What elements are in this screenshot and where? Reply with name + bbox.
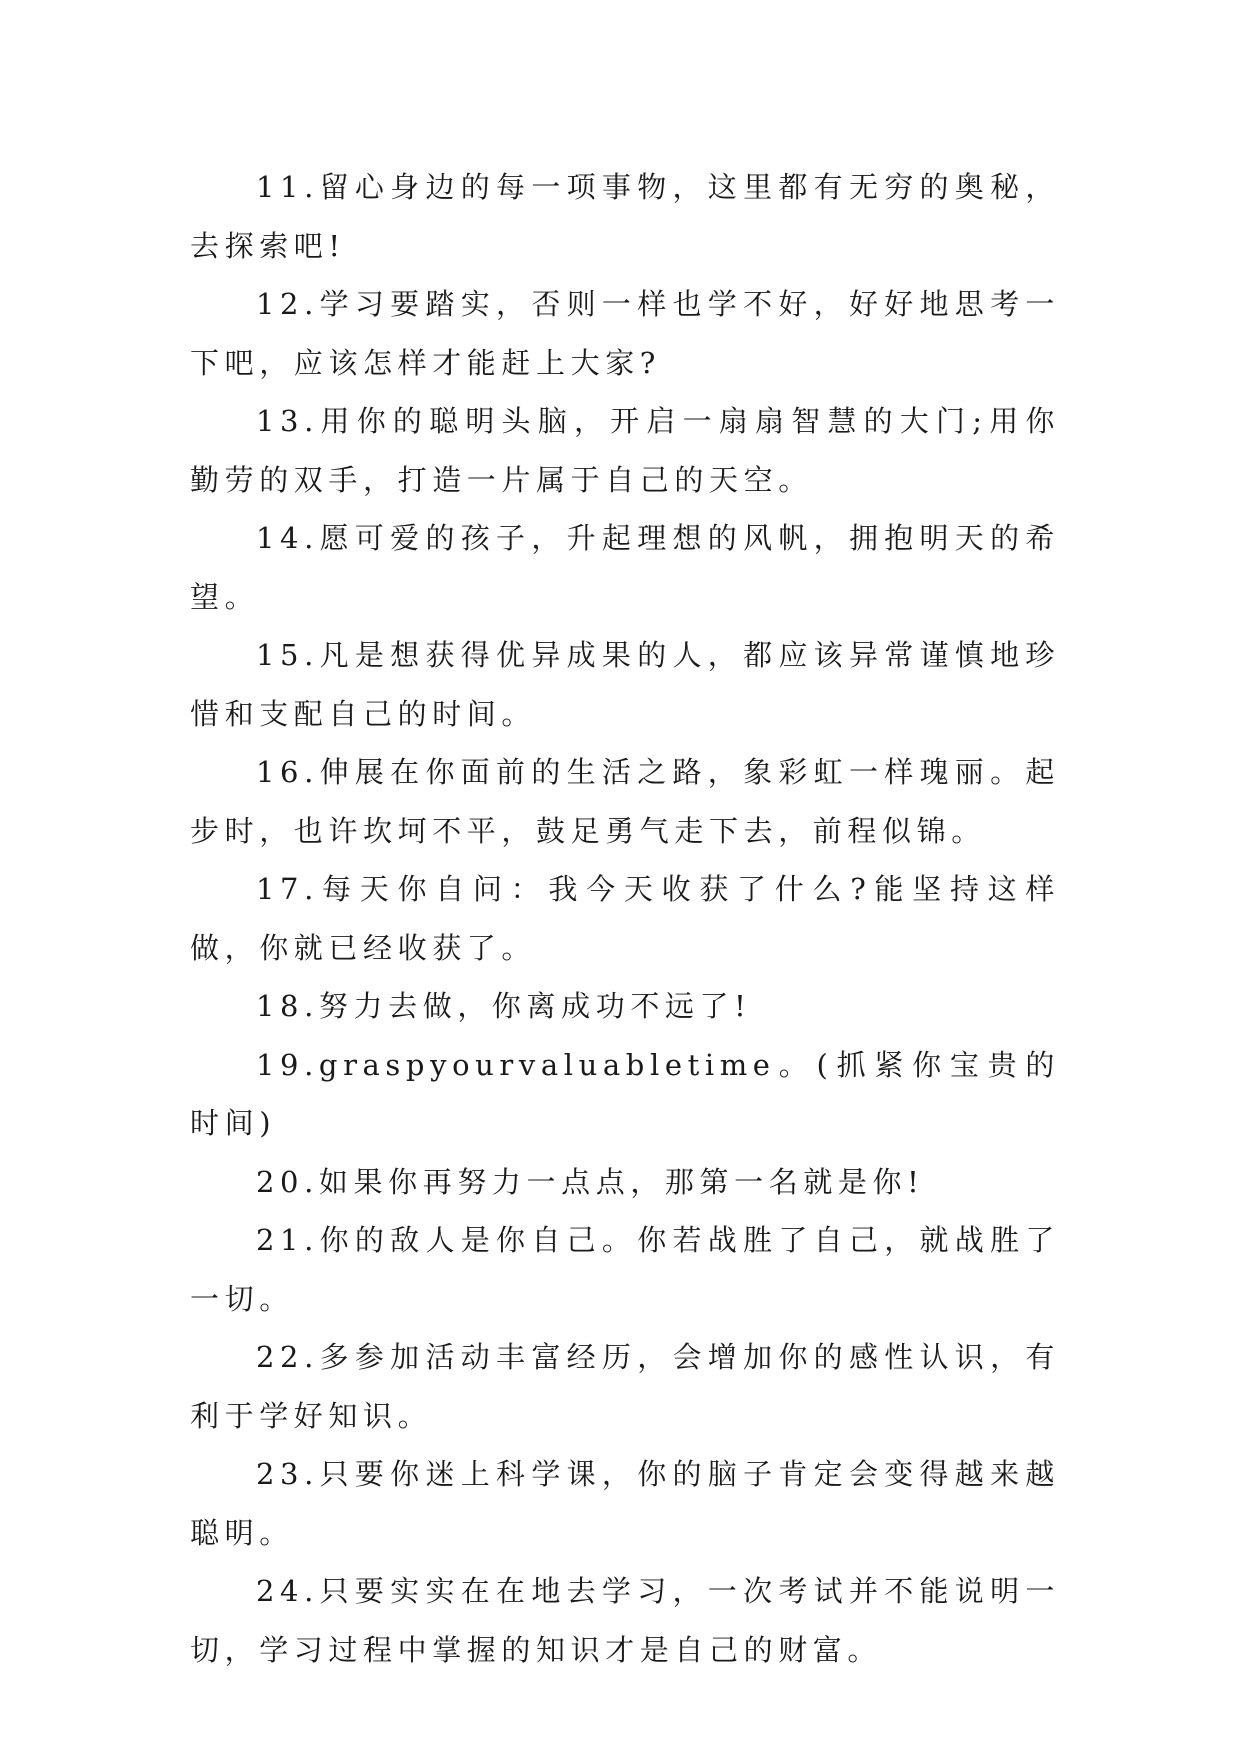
paragraph-22: 22.多参加活动丰富经历，会增加你的感性认识，有利于学好知识。 (190, 1340, 1060, 1433)
paragraph-18: 18.努力去做，你离成功不远了! (256, 989, 752, 1023)
paragraph-24: 24.只要实实在在地去学习，一次考试并不能说明一切，学习过程中掌握的知识才是自己的财富。 (190, 1574, 1060, 1667)
paragraph-17: 17.每天你自问：我今天收获了什么?能坚持这样做，你就已经收获了。 (190, 872, 1060, 965)
paragraph-11: 11.留心身边的每一项事物，这里都有无穷的奥秘，去探索吧! (190, 170, 1060, 263)
paragraph-15: 15.凡是想获得优异成果的人，都应该异常谨慎地珍惜和支配自己的时间。 (190, 638, 1060, 731)
paragraph-19: 19.graspyourvaluabletime。(抓紧你宝贵的时间) (190, 1047, 1060, 1140)
paragraph-16: 16.伸展在你面前的生活之路，象彩虹一样瑰丽。起步时，也许坎坷不平，鼓足勇气走下去，前程似锦。 (190, 755, 1060, 848)
paragraph-20: 20.如果你再努力一点点，那第一名就是你! (256, 1164, 925, 1199)
document-body (190, 158, 1060, 1679)
paragraph-13: 13.用你的聪明头脑，开启一扇扇智慧的大门;用你勤劳的双手，打造一片属于自己的天空。 (190, 404, 1060, 497)
paragraph-14: 14.愿可爱的孩子，升起理想的风帆，拥抱明天的希望。 (190, 521, 1060, 614)
paragraph-23: 23.只要你迷上科学课，你的脑子肯定会变得越来越聪明。 (190, 1457, 1060, 1550)
paragraph-21: 21.你的敌人是你自己。你若战胜了自己，就战胜了一切。 (190, 1223, 1060, 1316)
paragraph-12: 12.学习要踏实，否则一样也学不好，好好地思考一下吧，应该怎样才能赶上大家? (190, 287, 1060, 380)
